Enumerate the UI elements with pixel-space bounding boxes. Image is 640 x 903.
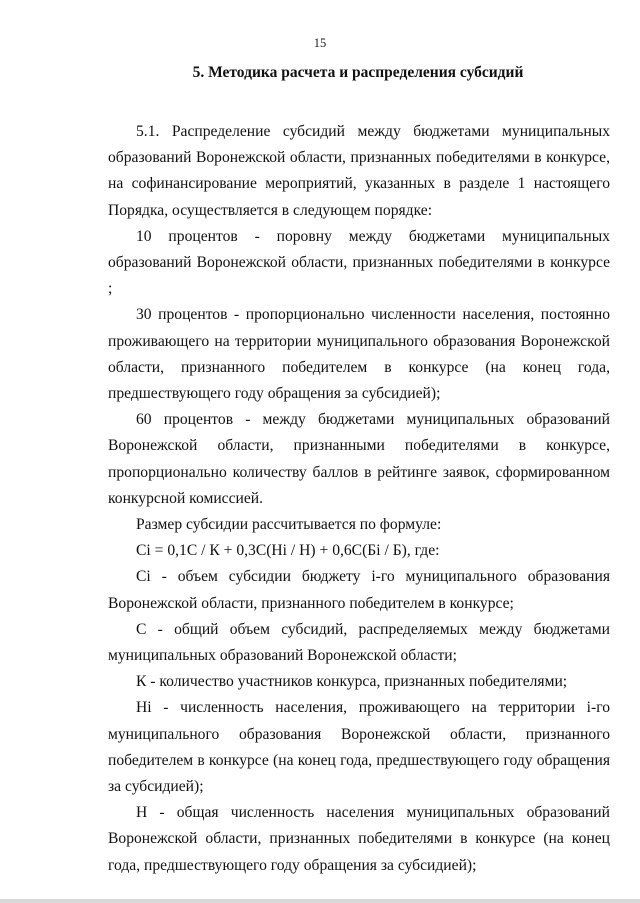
paragraph-30-percent: 30 процентов - пропорционально численности населения, постоянно проживающего на территории муниципального образования Воронежской области, признанного победителем в конкурсе (на конец года, предшествующего году обращения за субсидией);	[108, 306, 610, 403]
page-bottom-edge	[0, 899, 640, 903]
paragraph-def-k: К - количество участников конкурса, признанных победителями;	[136, 673, 568, 691]
paragraph-def-c: С - общий объем субсидий, распределяемых между бюджетами муниципальных образований Воронежской области;	[108, 620, 610, 665]
paragraph-60-percent: 60 процентов - между бюджетами муниципальных образований Воронежской области, признанными победителями в конкурсе, пропорционально количеству баллов в рейтинге заявок, сформированном конкурсной комиссией.	[108, 411, 610, 507]
paragraph-def-h: Н - общая численность населения муниципальных образований Воронежской области, признанных победителями в конкурсе (на конец года, предшествующего году обращения за субсидией);	[108, 804, 610, 874]
page-number: 15	[313, 36, 327, 50]
section-heading: 5. Методика расчета и распределения субсидий	[192, 64, 524, 81]
paragraph-formula-intro: Размер субсидии рассчитывается по формуле:	[136, 516, 442, 534]
paragraph-def-hi: Hi - численность населения, проживающего на территории i-го муниципального образования Воронежской области, признанного победителем в конкурсе (на конец года, предшествующего году обращения за субсидией);	[108, 699, 610, 796]
body-text	[108, 119, 610, 879]
paragraph-intro: 5.1. Распределение субсидий между бюджетами муниципальных образований Воронежской области, признанных победителями в конкурсе, на софинансирование мероприятий, указанных в разделе 1 настоящего Порядка, осуществляется в следующем порядке:	[108, 123, 610, 219]
paragraph-def-ci: Ci - объем субсидии бюджету i-го муниципального образования Воронежской области, признанного победителем в конкурсе;	[108, 568, 610, 612]
paragraph-formula: Ci = 0,1С / К + 0,3С(Hi / Н) + 0,6С(Бi / Б), где:	[136, 542, 440, 560]
paragraph-10-percent: 10 процентов - поровну между бюджетами муниципальных образований Воронежской области, признанных победителями в конкурсе ;	[108, 227, 610, 298]
